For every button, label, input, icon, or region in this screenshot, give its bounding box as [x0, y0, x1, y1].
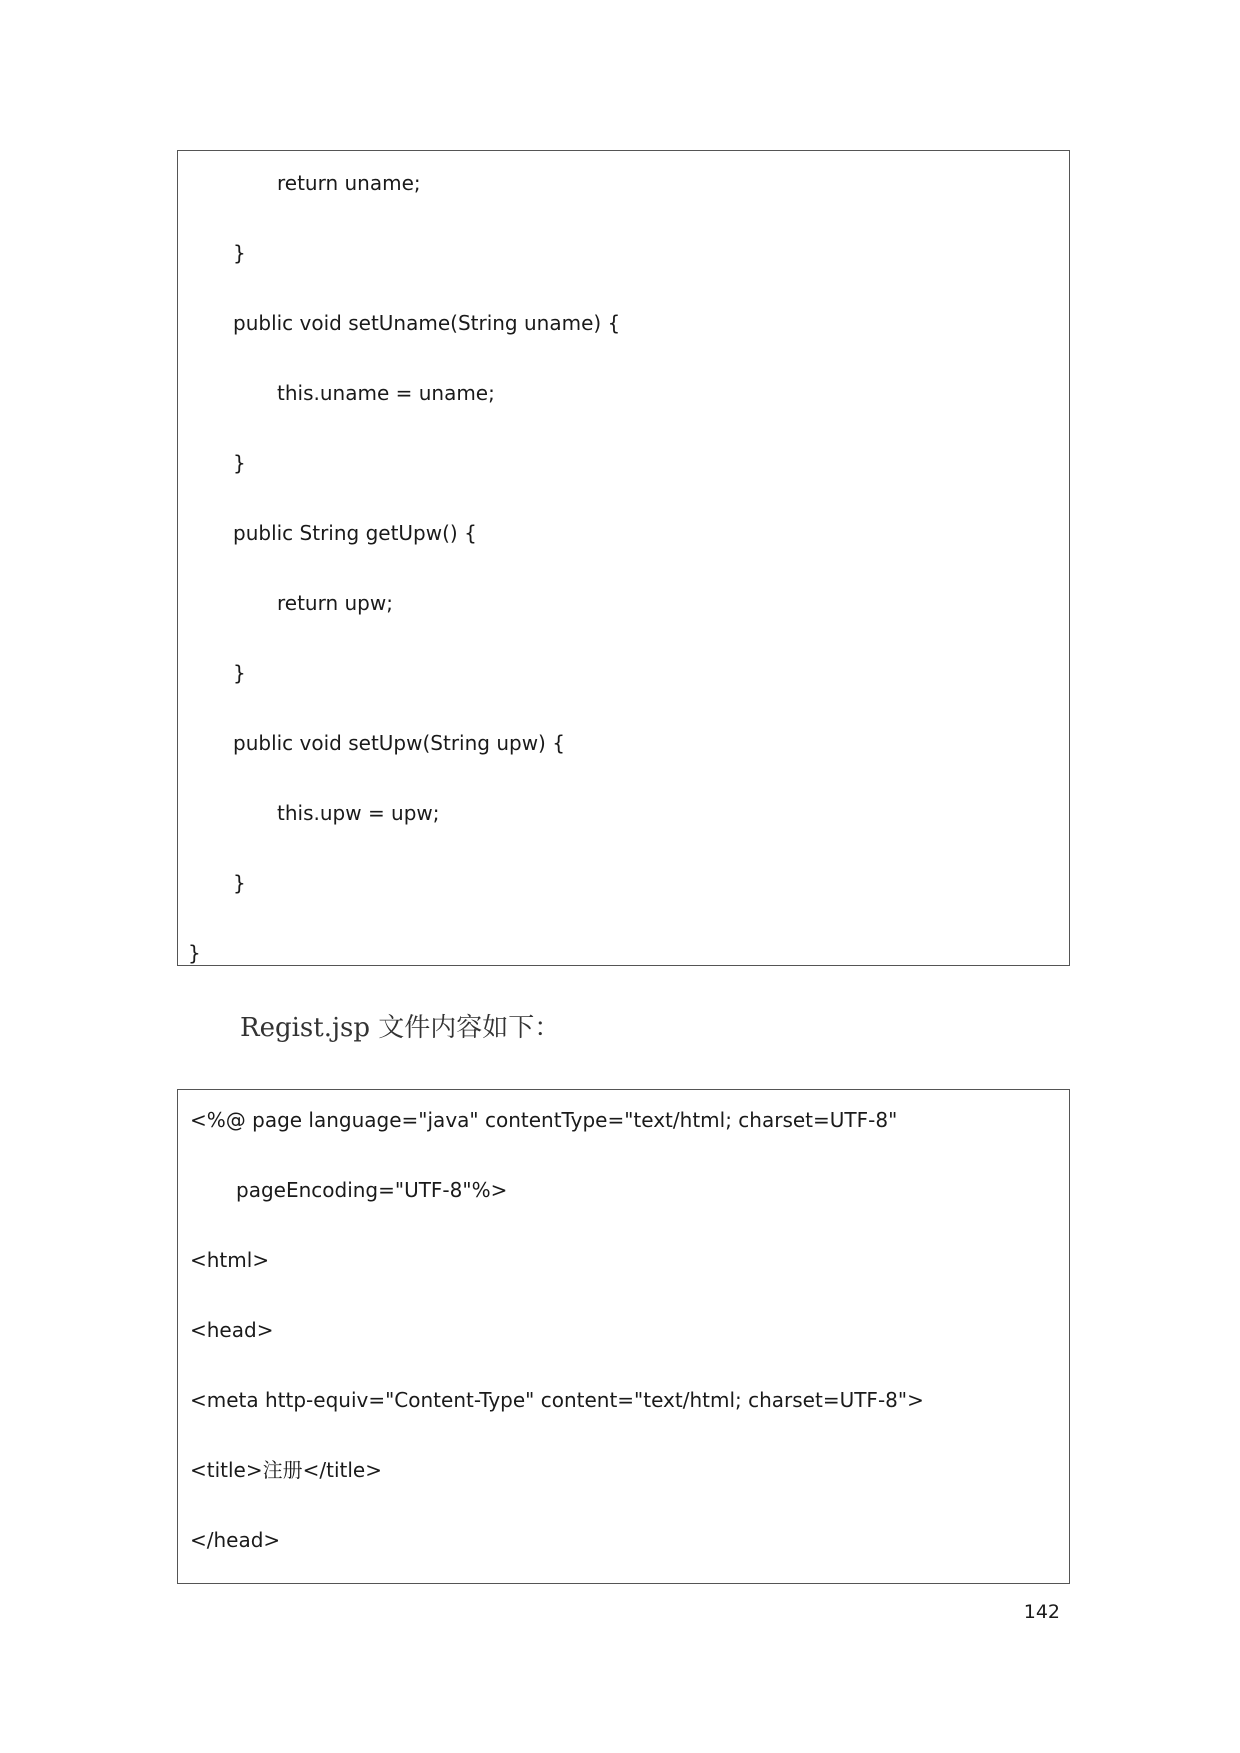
- code-line: public String getUpw() {: [233, 521, 477, 545]
- code-line: <title>注册</title>: [190, 1458, 382, 1482]
- code-line: }: [233, 871, 246, 895]
- code-line: public void setUpw(String upw) {: [233, 731, 565, 755]
- code-line: return uname;: [277, 171, 421, 195]
- code-line: this.upw = upw;: [277, 801, 440, 825]
- code-line: public void setUname(String uname) {: [233, 311, 621, 335]
- code-line: }: [233, 661, 246, 685]
- code-line: <meta http-equiv="Content-Type" content="text/html; charset=UTF-8">: [190, 1388, 924, 1412]
- code-block-java: [177, 150, 1070, 966]
- code-line: }: [233, 451, 246, 475]
- code-line: <html>: [190, 1248, 270, 1272]
- page-number: 142: [1023, 1601, 1060, 1623]
- code-line: }: [188, 941, 201, 965]
- section-caption: Regist.jsp 文件内容如下：: [240, 1013, 561, 1043]
- code-line: <%@ page language="java" contentType="text/html; charset=UTF-8": [190, 1108, 898, 1132]
- code-line: this.uname = uname;: [277, 381, 495, 405]
- code-block-jsp: [177, 1089, 1070, 1584]
- code-line: <head>: [190, 1318, 274, 1342]
- code-line: }: [233, 241, 246, 265]
- code-line: </head>: [190, 1528, 281, 1552]
- code-line: return upw;: [277, 591, 393, 615]
- code-line: pageEncoding="UTF-8"%>: [236, 1178, 508, 1202]
